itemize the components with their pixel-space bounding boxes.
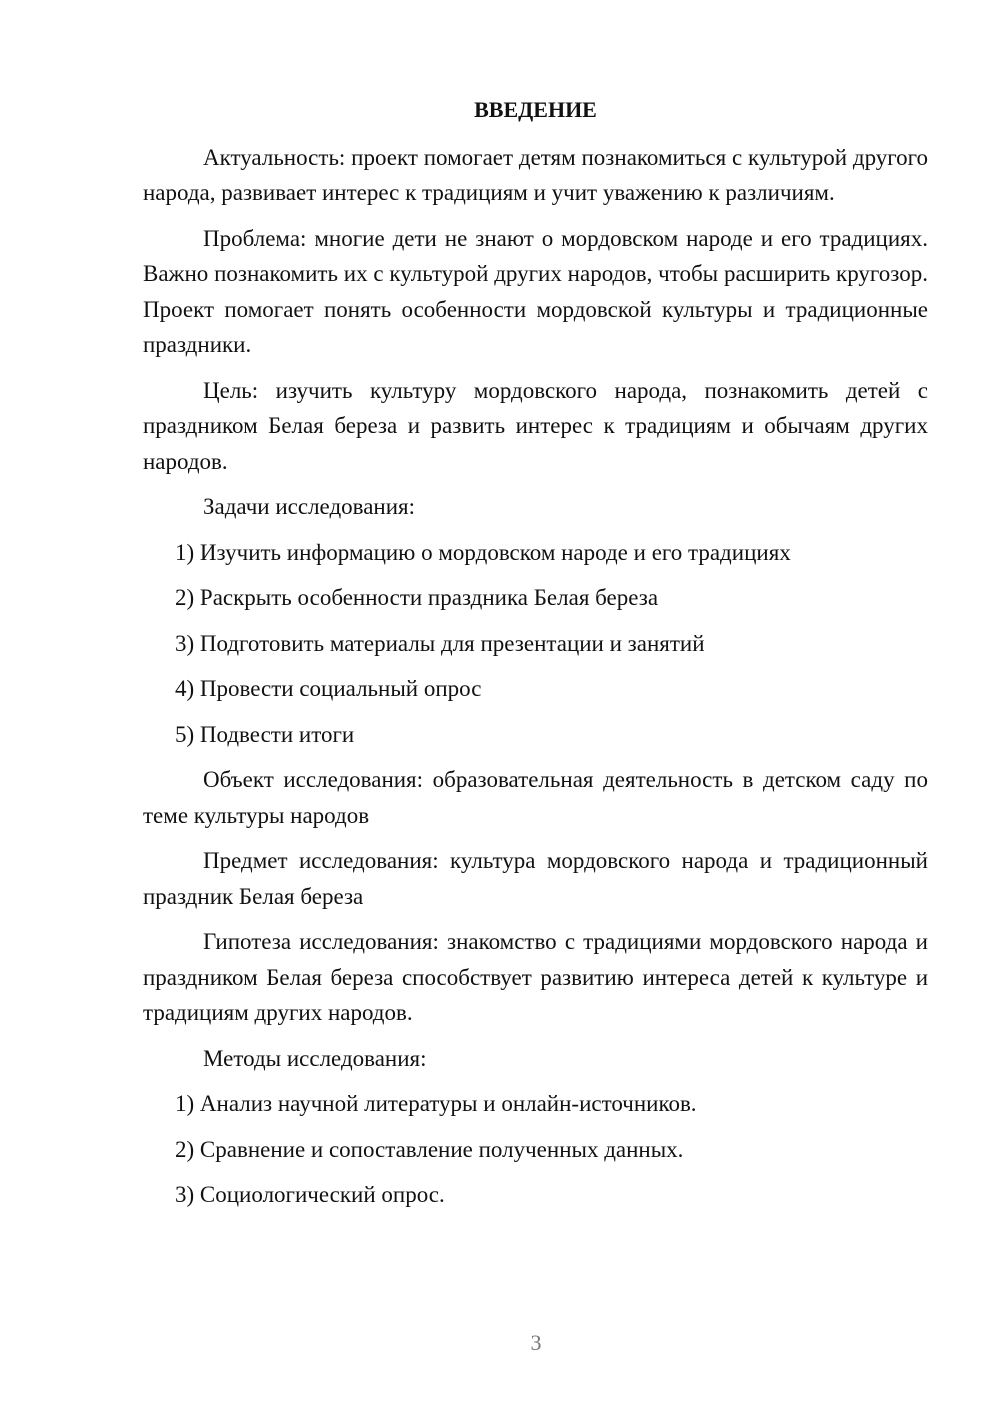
task-item: 2) Раскрыть особенности праздника Белая береза bbox=[175, 585, 659, 610]
page-number: 3 bbox=[530, 1330, 542, 1355]
tasks-list bbox=[143, 535, 928, 753]
tasks-heading: Задачи исследования: bbox=[203, 494, 416, 519]
methods-heading: Методы исследования: bbox=[203, 1045, 427, 1071]
hypothesis-paragraph: Гипотеза исследования: знакомство с традициями мордовского народа и праздником Белая береза способствует развитию интереса детей к культуре и традициям других народов. bbox=[143, 929, 928, 1025]
task-item: 3) Подготовить материалы для презентации и занятий bbox=[175, 630, 705, 656]
goal-paragraph: Цель: изучить культуру мордовского народа, познакомить детей с праздником Белая береза и развить интерес к традициям и обычаям других народов. bbox=[143, 377, 928, 474]
task-item: 5) Подвести итоги bbox=[175, 721, 355, 747]
method-item: 3) Социологический опрос. bbox=[175, 1182, 445, 1207]
section-title: ВВЕДЕНИЕ bbox=[474, 97, 597, 122]
task-item: 4) Провести социальный опрос bbox=[175, 676, 482, 701]
task-item: 1) Изучить информацию о мордовском народе и его традициях bbox=[175, 539, 791, 565]
document-page bbox=[143, 92, 928, 1223]
subject-paragraph: Предмет исследования: культура мордовского народа и традиционный праздник Белая береза bbox=[143, 848, 928, 909]
methods-list bbox=[143, 1086, 928, 1213]
object-paragraph: Объект исследования: образовательная деятельность в детском саду по теме культуры народов bbox=[143, 767, 928, 828]
method-item: 2) Сравнение и сопоставление полученных данных. bbox=[175, 1136, 684, 1162]
problem-paragraph: Проблема: многие дети не знают о мордовском народе и его традициях. Важно познакомить их с культурой других народов, чтобы расширить кругозор. Проект помогает понять особенности мордовской культуры и традиционные праздники. bbox=[143, 225, 928, 357]
method-item: 1) Анализ научной литературы и онлайн-источников. bbox=[175, 1091, 697, 1116]
relevance-paragraph: Актуальность: проект помогает детям познакомиться с культурой другого народа, развивает интерес к традициям и учит уважению к различиям. bbox=[143, 144, 928, 205]
